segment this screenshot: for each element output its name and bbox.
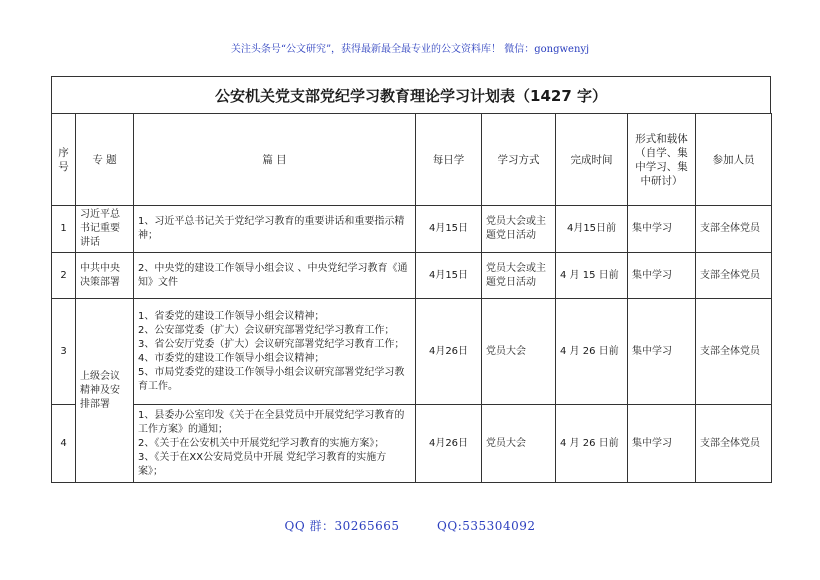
row-deadline: 4 月 26 日前	[556, 299, 628, 405]
column-header-daily: 每日学	[416, 114, 482, 206]
table-row	[52, 405, 772, 483]
article-line: 1、省委党的建设工作领导小组会议精神；	[138, 310, 325, 322]
row-form: 集中学习	[628, 299, 696, 405]
row-participants: 支部全体党员	[696, 206, 772, 253]
table-header-row	[52, 114, 772, 206]
row-form: 集中学习	[628, 405, 696, 483]
row-daily: 4月26日	[416, 299, 482, 405]
article-line: 2、中央党的建设工作领导小组会议 、中央党纪学习教育《通知》文件	[138, 262, 408, 288]
row-method: 党员大会	[482, 299, 556, 405]
table-row	[52, 253, 772, 299]
row-article	[134, 253, 416, 299]
article-line: 2、《关于在公安机关中开展党纪学习教育的实施方案》； 3、《关于在XX公安局党员中开展 党纪学习教育的实施方案》；	[138, 437, 420, 477]
article-line: 5、市局党委党的建设工作领导小组会议研究部署党纪学习教育工作。	[138, 366, 405, 392]
row-seq: 3	[52, 299, 76, 405]
row-seq: 4	[52, 405, 76, 483]
column-header-seq: 序号	[52, 114, 76, 206]
row-topic: 中共中央决策部署	[76, 253, 134, 299]
study-plan-table	[51, 113, 772, 483]
row-seq: 1	[52, 206, 76, 253]
row-seq: 2	[52, 253, 76, 299]
row-article	[134, 405, 420, 483]
document-title: 公安机关党支部党纪学习教育理论学习计划表（1427 字）	[51, 76, 771, 114]
row-daily: 4月15日	[416, 253, 482, 299]
table-row	[52, 299, 772, 405]
row-topic: 上级会议精神及安排部署	[76, 299, 134, 483]
column-header-deadline: 完成时间	[556, 114, 628, 206]
row-topic: 习近平总书记重要讲话	[76, 206, 134, 253]
footer-contact: QQ 群：30265665 QQ:535304092	[284, 519, 536, 533]
column-header-participants: 参加人员	[696, 114, 772, 206]
column-header-topic: 专 题	[76, 114, 134, 206]
column-header-form: 形式和载体（自学、集中学习、集中研讨）	[628, 114, 696, 206]
table-row	[52, 206, 772, 253]
row-deadline: 4月15日前	[556, 206, 628, 253]
row-method: 党员大会或主题党日活动	[482, 206, 556, 253]
column-header-article: 篇 目	[134, 114, 416, 206]
article-line: 4、市委党的建设工作领导小组会议精神；	[138, 352, 325, 364]
header-note: 关注头条号“公文研究”，获得最新最全最专业的公文资料库！ 微信：gongwenyj	[230, 44, 590, 55]
row-deadline: 4 月 15 日前	[556, 253, 628, 299]
row-participants: 支部全体党员	[696, 253, 772, 299]
article-line: 2、公安部党委（扩大）会议研究部署党纪学习教育工作； 3、省公安厅党委（扩大）会议研究部署党纪学习教育工作；	[138, 324, 450, 350]
row-method: 党员大会	[482, 405, 556, 483]
article-line: 1、县委办公室印发《关于在全县党员中开展党纪学习教育的工作方案》的通知；	[138, 409, 405, 435]
row-method: 党员大会或主题党日活动	[482, 253, 556, 299]
row-form: 集中学习	[628, 206, 696, 253]
article-line: 1、习近平总书记关于党纪学习教育的重要讲话和重要指示精神；	[138, 216, 405, 241]
row-form: 集中学习	[628, 253, 696, 299]
row-article	[134, 206, 416, 253]
row-participants: 支部全体党员	[696, 405, 772, 483]
row-participants: 支部全体党员	[696, 299, 772, 405]
row-daily: 4月15日	[416, 206, 482, 253]
row-daily: 4月26日	[416, 405, 482, 483]
row-deadline: 4 月 26 日前	[556, 405, 628, 483]
column-header-method: 学习方式	[482, 114, 556, 206]
